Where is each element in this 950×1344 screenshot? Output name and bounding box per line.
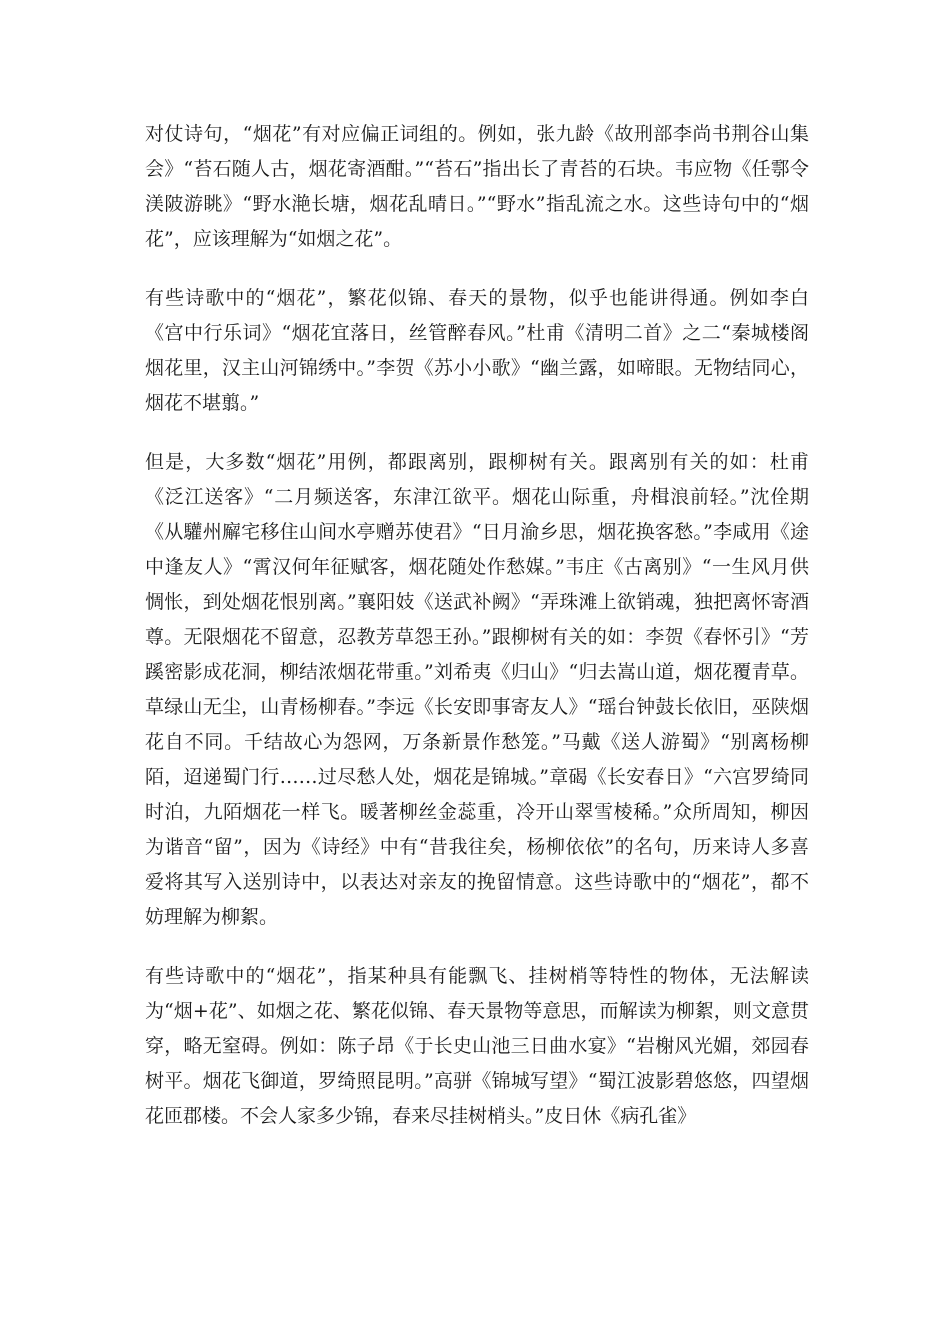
paragraph-liuxu: 有些诗歌中的“烟花”，指某种具有能飘飞、挂树梢等特性的物体，无法解读为“烟+花”、如烟之花、繁花似锦、春天景物等意思，而解读为柳絮，则文意贯穿，略无窒碍。例如：陈子昂《于长史山池三日曲水宴》“岩榭风光媚，郊园春树平。烟花飞御道，罗绮照昆明。”高骈《锦城写望》“蜀江波影碧悠悠，四望烟花匝郡楼。不会人家多少锦，春来尽挂树梢头。”皮日休《病孔雀》 [145,965,809,1127]
paragraph-duizhang: 对仗诗句，“烟花”有对应偏正词组的。例如，张九龄《故刑部李尚书荆谷山集会》“苔石随人古，烟花寄酒酣。”“苔石”指出长了青苔的石块。韦应物《任鄠令渼陂游眺》“野水滟长塘，烟花乱晴日。”“野水”指乱流之水。这些诗句中的“烟花”，应该理解为“如烟之花”。 [145,123,809,250]
document-body [145,117,809,1158]
paragraph-libie-liushu: 但是，大多数“烟花”用例，都跟离别，跟柳树有关。跟离别有关的如：杜甫《泛江送客》“二月频送客，东津江欲平。烟花山际重，舟楫浪前轻。”沈佺期《从驩州廨宅移住山间水亭赠苏使君》“日月渝乡思，烟花换客愁。”李咸用《途中逢友人》“霄汉何年征赋客，烟花随处作愁媒。”韦庄《古离别》“一生风月供惆怅，到处烟花恨别离。”襄阳妓《送武补阙》“弄珠滩上欲销魂，独把离怀寄酒尊。无限烟花不留意，忍教芳草怨王孙。”跟柳树有关的如：李贺《春怀引》“芳蹊密影成花洞，柳结浓烟花带重。”刘希夷《归山》“归去嵩山道，烟花覆青草。草绿山无尘，山青杨柳春。”李远《长安即事寄友人》“瑶台钟鼓长依旧，巫陕烟花自不同。千结故心为怨网，万条新景作愁笼。”马戴《送人游蜀》“别离杨柳陌，迢递蜀门行……过尽愁人处，烟花是锦城。”章碣《长安春日》“六宫罗绮同时泊，九陌烟花一样飞。暖著柳丝金蕊重，冷开山翠雪棱稀。”众所周知，柳因为谐音“留”，因为《诗经》中有“昔我往矣，杨柳依依”的名句，历来诗人多喜爱将其写入送别诗中，以表达对亲友的挽留情意。这些诗歌中的“烟花”，都不妨理解为柳絮。 [145,451,809,928]
paragraph-fanhua: 有些诗歌中的“烟花”，繁花似锦、春天的景物，似乎也能讲得通。例如李白《宫中行乐词》“烟花宜落日，丝管醉春风。”杜甫《清明二首》之二“秦城楼阁烟花里，汉主山河锦绣中。”李贺《苏小小歌》“幽兰露，如啼眼。无物结同心，烟花不堪翦。” [145,287,809,414]
